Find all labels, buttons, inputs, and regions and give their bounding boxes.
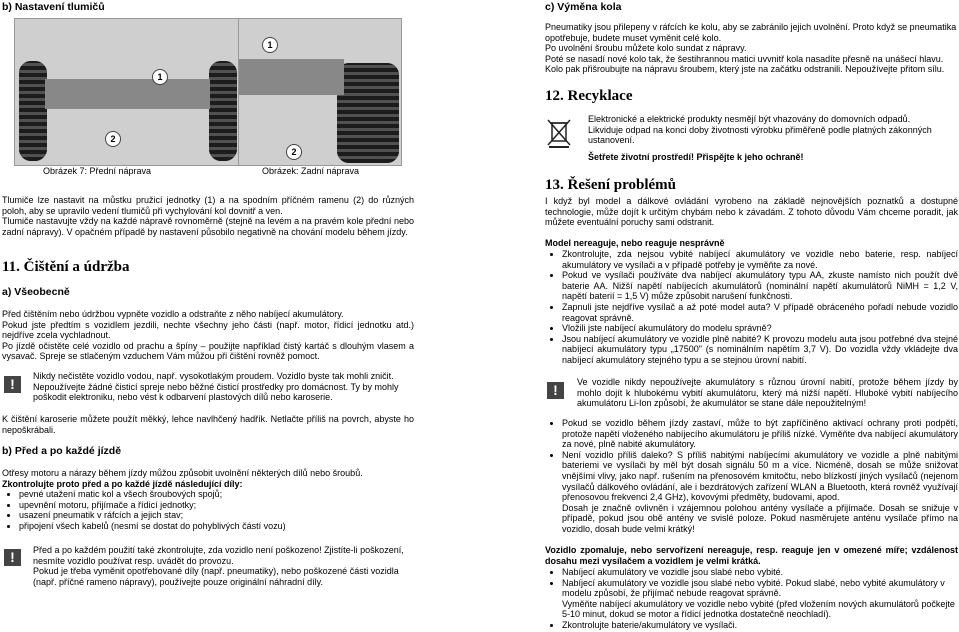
- section-12-title: 12. Recyklace: [545, 88, 633, 104]
- paragraph: Otřesy motoru a nárazy během jízdy můžou způsobit uvolnění některých dílů nebo šroubů.: [2, 468, 363, 478]
- paragraph: Tlumiče lze nastavit na můstku pružicí jednotky (1) a na spodním příčném ramenu (2) do různých poloh, aby se upravilo vedení tlumičů při vychylování kol dovnitř a ven.: [2, 195, 414, 216]
- tlumice-text: [2, 195, 414, 237]
- list-item: • Jsou nabíjecí akumulátory ve vozidle plně nabité? K provozu modelu auta jsou potřebné dva stejné nabíjecí akumulátory typu „17500" (s nominálním napětím 3,7 V). Do vozidla vždy vkládejte dva nabíjecí akumulátory stejného typu a se stejnou úrovní nabití.: [562, 334, 958, 366]
- heading-b2: b) Před a po každé jízdě: [2, 445, 122, 457]
- problem-2-title: Vozidlo zpomaluje, nebo servořízení nereaguje, resp. reaguje jen v omezené míře; vzdálenost dosahu mezi vysílačem a vozidlem je velmi krátká.: [545, 545, 958, 566]
- warning-box-2: [33, 545, 418, 587]
- intro-paragraph: I když byl model a dálkové ovládání vyrobeno na základě nejnovějších poznatků a dostupné technologie, může dojít k určitým chybám nebo k závadám. Z tohoto důvodu Vám chceme poradit, jak můžete eventuální poruchy sami odstranit.: [545, 196, 958, 228]
- list-item: • Pokud se vozidlo během jízdy zastaví, může to být zapříčiněno aktivací ochrany proti podpětí, protože napětí vloženého nabíjecího akumulátoru je příliš nízké. Vyměňte dva nabíjecí akumulátory za nové, plně nabité akumulátory.: [562, 418, 958, 450]
- checklist-text: [2, 468, 414, 532]
- warning-text: Pokud je třeba vyměnit opotřebované díly (např. pneumatiky), nebo poškozené části vozidla (např. příčné rameno nápravy), používejte pouze originální náhradní díly.: [33, 566, 399, 587]
- heading-b: b) Nastavení tlumičů: [2, 1, 105, 13]
- list-item: • Zkontrolujte baterie/akumulátory ve vysílači.: [562, 620, 958, 631]
- warning-text: Před a po každém použití také zkontrolujte, zda vozidlo není poškozeno! Zjistíte-li poškození, nesmíte vozidlo používat resp. uvádět do provozu.: [33, 545, 404, 566]
- paragraph: Pokud jste předtím s vozidlem jezdili, nechte všechny jeho části (např. motor, řídicí jednotku atd.) nejdříve zcela vychladnout.: [2, 319, 414, 341]
- list-item: • připojení všech kabelů (nesmí se dostat do pohyblivých částí vozu): [19, 521, 414, 532]
- heading-c: c) Výměna kola: [545, 1, 622, 13]
- list-item: Dosah je značně ovlivněn i vzájemnou polohou antény vysílače a přijímače. Dosah se snižuje v případě, pokud jsou obě antény ve svislé poloze. Pokud nasměrujete anténu vysílače přímo na vozidlo, dosah bude velmi krátký!: [562, 502, 958, 534]
- warning-icon: !: [547, 382, 564, 399]
- paragraph: Elektronické a elektrické produkty nesmějí být vhazovány do domovních odpadů. Likviduje odpad na konci doby životnosti výrobku přiměřeně podle platných zákonných ustanovení.: [588, 114, 932, 146]
- caption-rear: Obrázek: Zadní náprava: [262, 166, 360, 176]
- warning-box-1: [33, 371, 418, 403]
- problem-1-list: [545, 249, 958, 366]
- warning-text: Nikdy nečistěte vozidlo vodou, např. vysokotlakým proudem. Vozidlo byste tak mohli zničit.: [33, 371, 394, 381]
- warning-icon: !: [4, 549, 21, 566]
- list-item: • Nabíjecí akumulátory ve vozidle jsou slabé nebo vybité. Pokud slabé, nebo vybité akumulátory v modelu způsobí, že přijímač nebude reagovat správně.: [562, 578, 958, 599]
- paragraph: Před čištěním nebo údržbou vypněte vozidlo a odstraňte z něho nabíjecí akumulátory.: [2, 309, 344, 319]
- recycling-slogan: Šetřete životní prostředí! Přispějte k jeho ochraně!: [588, 152, 804, 162]
- list-item: Vyměňte nabíjecí akumulátory ve vozidle nebo vybité (před vložením nových akumulátorů počkejte 5-10 minut, dokud se motor a řídicí jednotka dostatečně neochladí).: [562, 598, 955, 620]
- list-item: • upevnění motoru, přijímače a řídicí jednotky;: [19, 500, 414, 511]
- axle-arm: [239, 59, 344, 95]
- caption-front: Obrázek 7: Přední náprava: [43, 166, 152, 176]
- list-item: • Vložili jste nabíjecí akumulátory do modelu správně?: [562, 323, 958, 334]
- heading-a: a) Všeobecně: [2, 286, 70, 298]
- front-axle-photo: [14, 18, 240, 166]
- paragraph: Kolo pak přišroubujte na nápravu šroubem, který jste na začátku odstranili. Nepoužívejte přitom sílu.: [545, 64, 945, 75]
- rear-axle-photo: [238, 18, 402, 166]
- checklist: [2, 489, 414, 531]
- warning-text: Nepoužívejte žádné čisticí spreje nebo běžné čisticí prostředky pro domácnost. Ty by mohly poškodit elektroniku, nebo vést k odbarvení plastových dílů nebo karoserie.: [33, 381, 399, 403]
- paragraph: Poté se nasadí nové kolo tak, že šestihrannou matici uvvnitř kola nasadíte přesně na unášecí hlavu.: [545, 53, 944, 64]
- paragraph: Po jízdě očistěte celé vozidlo od prachu a špíny – použijte například čistý kartáč s dlouhým vlasem a vysavač. Spreje se stlačeným vzduchem Vám můžou při čištění rovněž pomoct.: [2, 340, 414, 362]
- marker-2: 2: [105, 131, 121, 147]
- crossed-bin-icon: [545, 117, 573, 149]
- marker-1: 1: [262, 37, 278, 53]
- warning-icon: !: [4, 376, 21, 393]
- paragraph: Tlumiče nastavujte vždy na každé nápravě rovnoměrně (stejně na levém a na pravém kole přední nebo zadní nápravy). V opačném případě by nastavení působilo negativně na chování modelu během jízdy.: [2, 216, 414, 237]
- list-item: • Zkontrolujte, zda nejsou vybité nabíjecí akumulátory ve vozidle nebo baterie, resp. nabíjecí akumulátory ve vysílači a v případě potřeby je vyměňte za nové.: [562, 249, 958, 270]
- section-13-title: 13. Řešení problémů: [545, 177, 676, 193]
- tire-rear: [337, 63, 399, 163]
- tire-right: [209, 61, 237, 161]
- tire-left: [19, 61, 47, 161]
- paragraph: K čištění karoserie můžete použít měkký, lehce navlhčený hadřík. Netlačte příliš na povrch, abyste ho nepoškrábali.: [2, 414, 414, 435]
- list-item: • usazení pneumatik v ráfcích a jejich stav;: [19, 510, 414, 521]
- list-item: • Pokud ve vysílači používáte dva nabíjecí akumulátory typu AA, zkuste namísto nich použít dvě baterie AA. Nižší napětí nabíjecích akumulátorů (nominální napětí akumulátorů NiMH = 1,2 V, napětí baterií = 1,5 V) může způsobit narušení funkčnosti.: [562, 270, 958, 302]
- marker-1: 1: [152, 69, 168, 85]
- marker-2: 2: [286, 144, 302, 160]
- problem-1-list-cont: [545, 418, 958, 535]
- wheel-change-text: [545, 22, 958, 75]
- paragraph: Pneumatiky jsou přilepeny v ráfcích ke kolu, aby se zabránilo jejich uvolnění. Proto když se pneumatika opotřebuje, budete muset vyměnit celé kolo.: [545, 22, 957, 43]
- list-item: • pevné utažení matic kol a všech šroubových spojů;: [19, 489, 414, 500]
- paragraph: Po uvolnění šroubu můžete kolo sundat z nápravy.: [545, 43, 747, 54]
- warning-text: Ve vozidle nikdy nepoužívejte akumulátory s různou úrovní nabití, protože během jízdy by mohlo dojít k hlubokému vybití akumulátoru, který má nižší napětí. Hluboké vybití nabíjecího akumulátoru Li-Ion způsobí, že akumulátor se stane dále nepoužitelným!: [577, 377, 958, 409]
- problem-2-list: [545, 567, 958, 631]
- list-item: • Nabíjecí akumulátory ve vozidle jsou slabé nebo vybité.: [562, 567, 958, 578]
- problem-1-title: Model nereaguje, nebo reaguje nesprávně: [545, 238, 725, 248]
- axle-arm: [45, 79, 210, 109]
- recycling-text: [588, 114, 933, 146]
- section-11-title: 11. Čištění a údržba: [2, 259, 130, 275]
- paragraph-bold: Zkontrolujte proto před a po každé jízdě následující díly:: [2, 478, 243, 489]
- cleaning-text: [2, 309, 414, 362]
- list-item: • Není vozidlo příliš daleko? S příliš nabitými nabíjecími akumulátory ve vozidle a plně nabitými bateriemi ve vysílači by měl být dosah signálu 50 m a více. Nicméně, dosah se může snižovat vnějšími vlivy, jako např. rušením na přenosovém kmitočtu, nebo blízkostí jiných vysílačů (nejenom vysílačů dálkového ovládání, ale i bezdrátových zařízení WLAN a Bluetooth, která rovněž využívají přenosovou frekvenci 2,4 GHz), kovovými předměty, budovami, apod.: [562, 450, 958, 503]
- list-item: • Zapnuli jste nejdříve vysílač a až poté model auta? V případě obráceného pořadí nebude vozidlo reagovat správně.: [562, 302, 958, 323]
